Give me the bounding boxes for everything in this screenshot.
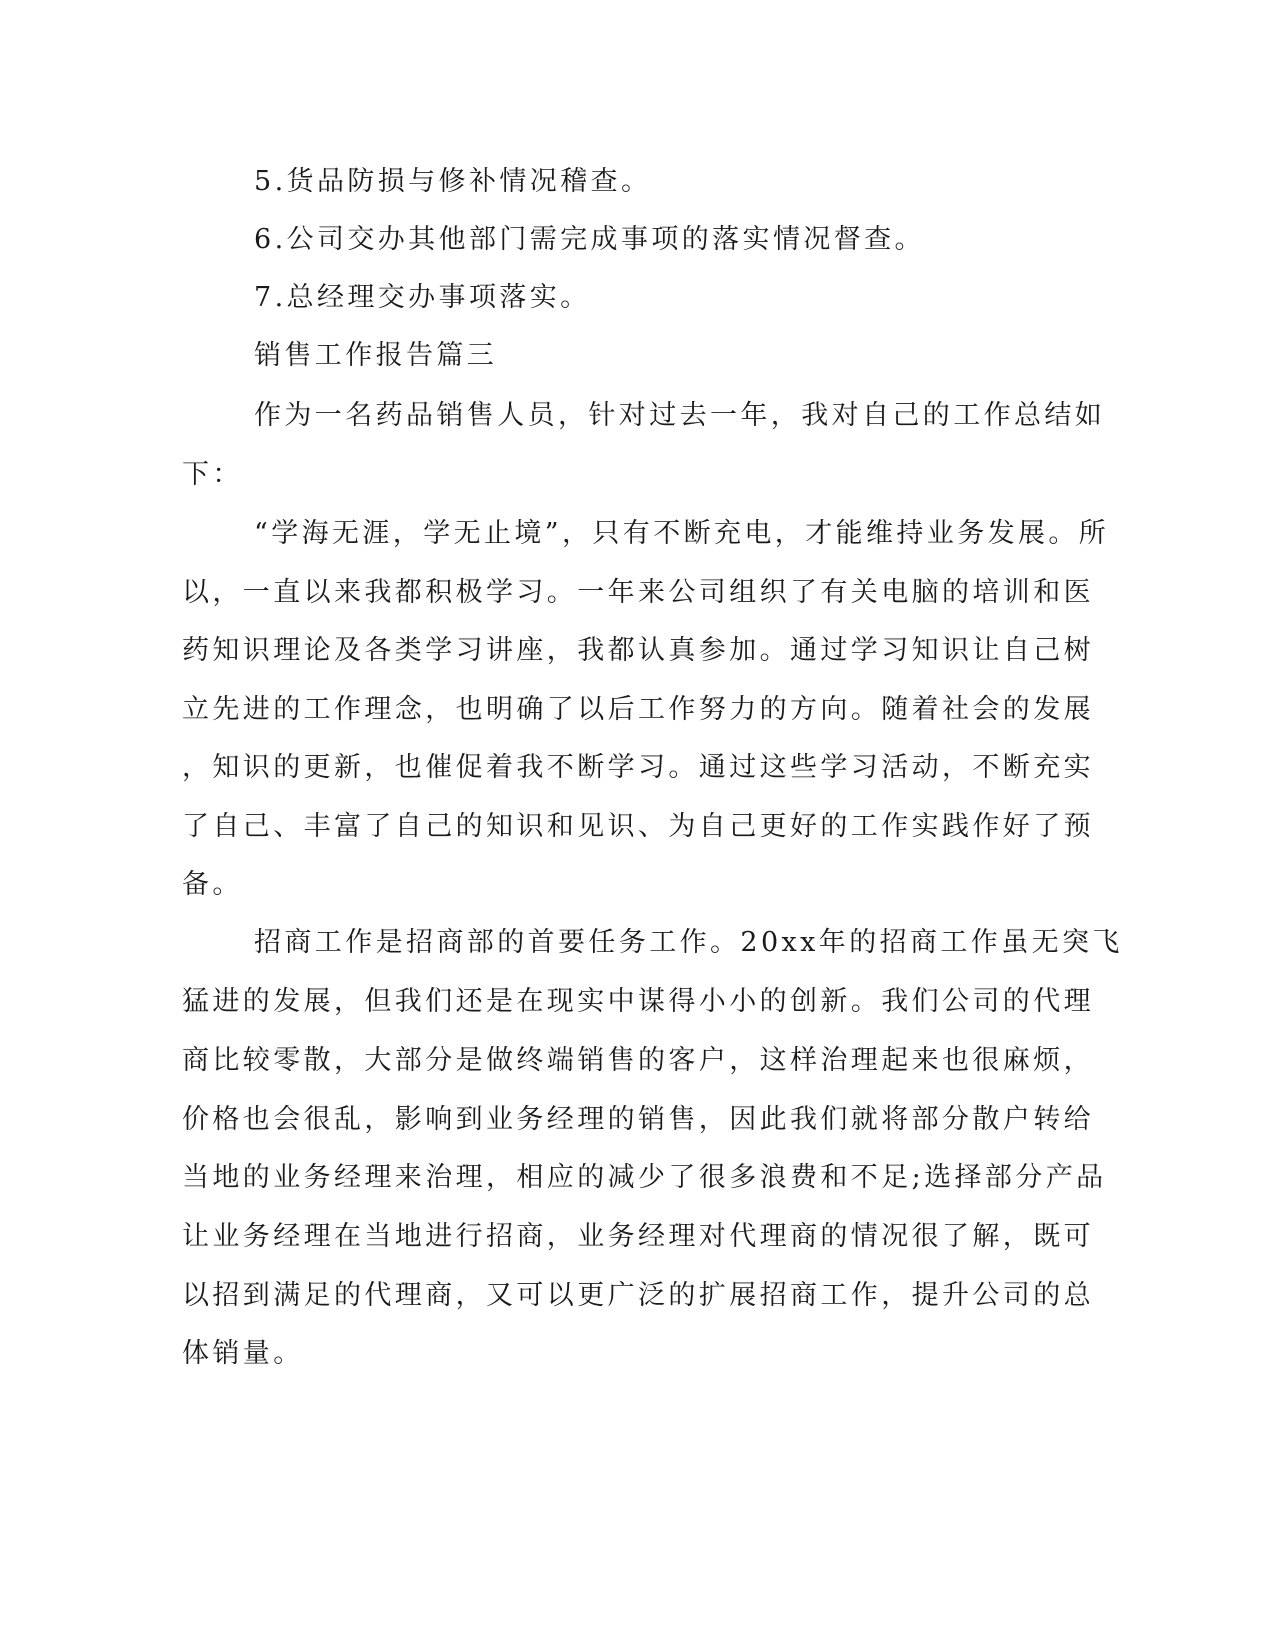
paragraph-line: 价格也会很乱，影响到业务经理的销售，因此我们就将部分散户转给: [182, 1104, 1094, 1135]
paragraph-line: 作为一名药品销售人员，针对过去一年，我对自己的工作总结如: [254, 400, 1106, 431]
paragraph-line: ，知识的更新，也催促着我不断学习。通过这些学习活动，不断充实: [182, 752, 1094, 783]
paragraph-line: 体销量。: [182, 1338, 304, 1369]
paragraph-line: 以招到满足的代理商，又可以更广泛的扩展招商工作，提升公司的总: [182, 1280, 1094, 1311]
list-item-7: 7.总经理交办事项落实。: [254, 282, 591, 313]
section-heading: 销售工作报告篇三: [254, 340, 498, 371]
paragraph-line: 商比较零散，大部分是做终端销售的客户，这样治理起来也很麻烦，: [182, 1045, 1094, 1076]
paragraph-line: 备。: [182, 869, 243, 900]
list-item-5: 5.货品防损与修补情况稽查。: [254, 166, 652, 197]
paragraph-line: 让业务经理在当地进行招商，业务经理对代理商的情况很了解，既可: [182, 1221, 1094, 1252]
paragraph-line: 猛进的发展，但我们还是在现实中谋得小小的创新。我们公司的代理: [182, 986, 1094, 1017]
paragraph-line: 以，一直以来我都积极学习。一年来公司组织了有关电脑的培训和医: [182, 577, 1094, 608]
paragraph-line: 当地的业务经理来治理，相应的减少了很多浪费和不足;选择部分产品: [182, 1162, 1107, 1193]
paragraph-line: 招商工作是招商部的首要任务工作。20xx年的招商工作虽无突飞: [254, 927, 1123, 958]
paragraph-line: “学海无涯，学无止境”，只有不断充电，才能维持业务发展。所: [254, 518, 1110, 549]
paragraph-line: 了自己、丰富了自己的知识和见识、为自己更好的工作实践作好了预: [182, 811, 1094, 842]
paragraph-line: 药知识理论及各类学习讲座，我都认真参加。通过学习知识让自己树: [182, 635, 1094, 666]
paragraph-line: 下：: [182, 459, 243, 490]
list-item-6: 6.公司交办其他部门需完成事项的落实情况督查。: [254, 224, 925, 255]
paragraph-line: 立先进的工作理念，也明确了以后工作努力的方向。随着社会的发展: [182, 694, 1094, 725]
